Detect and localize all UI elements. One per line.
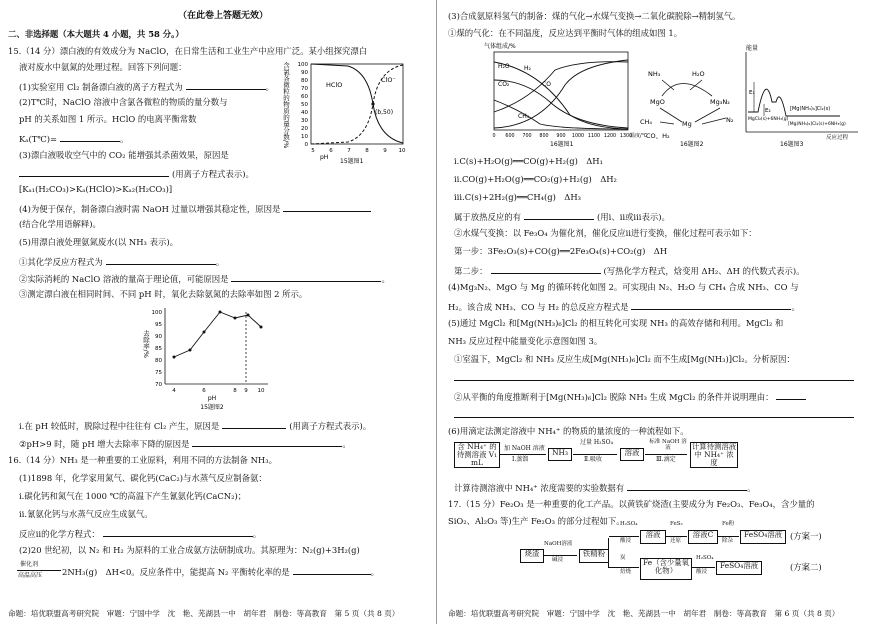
- label-hclo: HClO: [326, 81, 343, 89]
- flow2-arrow3: [665, 536, 687, 537]
- flow2-iron-concentrate-box: 铁精粉: [579, 549, 609, 563]
- svg-text:100: 100: [297, 62, 308, 68]
- condition-top: 催化剂: [20, 561, 39, 568]
- q16-part6: (6)用滴定法测定溶液中 NH₄⁺ 的物质的量浓度的一种流程如下。: [448, 426, 689, 436]
- flow2-fe-box: Fe（含少量氧化物）: [640, 558, 692, 580]
- fig1-caption: 15题图1: [340, 158, 364, 165]
- svg-text:1300: 1300: [619, 134, 633, 139]
- flow1-solution-box: 溶液: [620, 448, 644, 461]
- answer-blank[interactable]: [627, 482, 747, 491]
- answer-blank[interactable]: [776, 391, 806, 400]
- flow1-sample-box: 含 NH₄⁺ 的待测溶液 V₁ mL: [454, 442, 500, 468]
- flow2-slag-box: 烧渣: [520, 549, 544, 563]
- q15-part2c: Kₐ(T℃)= 。: [19, 134, 129, 144]
- flow2-feso4-box-2: FeSO₄溶液: [716, 561, 762, 575]
- reaction-ii: ⅱ.CO(g)+H₂O(g)══CO₂(g)+H₂(g) ΔH₂: [454, 174, 617, 184]
- page-6: [440, 0, 870, 624]
- svg-text:CO: CO: [542, 81, 551, 88]
- q15-title: 15.（14 分）漂白液的有效成分为 NaClO，在日常生活和工业生产中应用广泛。某小组探究漂白: [8, 46, 368, 56]
- level-3: [Mg(NH₃)₆]Cl₂(s)+6NH₃(g): [788, 122, 846, 127]
- flow1-arrow3: [645, 454, 687, 455]
- svg-text:CO、H₂: CO、H₂: [646, 132, 670, 140]
- svg-text:50: 50: [301, 102, 308, 108]
- svg-text:600: 600: [505, 134, 515, 139]
- flow2-arrow5: [609, 567, 639, 568]
- svg-text:1100: 1100: [587, 134, 601, 139]
- fig2-caption: 15题图2: [200, 404, 224, 411]
- flow2-arrow2-top: H₂SO₄: [620, 521, 638, 527]
- svg-text:Mg₃N₂: Mg₃N₂: [710, 98, 730, 106]
- svg-text:20: 20: [301, 126, 308, 132]
- svg-text:8: 8: [365, 148, 369, 154]
- svg-text:CO₂: CO₂: [498, 81, 510, 88]
- answer-blank[interactable]: [60, 133, 120, 142]
- plan-2-label: (方案二): [790, 562, 822, 572]
- flow2-feso4-box-1: FeSO₄溶液: [740, 530, 786, 544]
- q17-title: 17.（15 分）Fe₂O₃ 是一种重要的化工产品。以黄铁矿烧渣(主要成分为 Fe₂O₃、Fe₃O₄，含少量的: [448, 499, 815, 509]
- svg-text:4: 4: [172, 388, 176, 394]
- svg-text:H₂O: H₂O: [498, 63, 510, 70]
- fig16-1-labels: [498, 63, 551, 120]
- svg-text:9: 9: [383, 148, 387, 154]
- q15-part3b: (用离子方程式表示)。: [19, 168, 254, 178]
- svg-text:CH₄: CH₄: [640, 118, 653, 126]
- flow1-nh3-box: NH₃: [548, 448, 572, 461]
- svg-text:10: 10: [257, 388, 265, 394]
- curve-co: [494, 60, 628, 128]
- equilibrium-arrow: [17, 570, 61, 571]
- flow2-arrow2: [609, 536, 639, 537]
- fig2-xlabel: pH: [207, 395, 217, 402]
- q15-part2a: (2)T℃时，NaClO 溶液中含氯各微粒的物质的量分数与: [19, 97, 228, 107]
- fig16-1-ylabel: 气体组成/%: [484, 43, 516, 50]
- fig16-3-caption: 16题图3: [780, 141, 804, 148]
- svg-text:80: 80: [301, 78, 308, 84]
- flow2-arrow4-bottom: 除杂: [722, 538, 734, 544]
- condition-bottom: 高温高压: [18, 572, 43, 579]
- flow2-arrow6: [691, 567, 715, 568]
- removal-curve: [174, 312, 261, 357]
- q16-part3: (3)合成氨原料氢气的制备：煤的气化→水煤气变换→二氧化碳脱除→精制氢气。: [448, 11, 741, 21]
- figure-15-2: [140, 302, 275, 412]
- svg-text:H₂: H₂: [524, 65, 531, 72]
- svg-text:0: 0: [304, 142, 308, 148]
- svg-text:900: 900: [556, 134, 566, 139]
- answer-line[interactable]: [454, 372, 854, 381]
- exothermic-question: 属于放热反应的有 (用ⅰ、ⅱ或ⅲ表示)。: [454, 212, 670, 222]
- flow2-arrow4-top: Fe粉: [722, 521, 735, 527]
- svg-text:95: 95: [155, 322, 162, 328]
- section-heading: 二、非选择题（本大题共 4 小题，共 58 分。）: [8, 29, 184, 39]
- fig2-yticks: [152, 310, 163, 388]
- svg-text:1000: 1000: [571, 134, 585, 139]
- svg-text:9: 9: [244, 388, 248, 394]
- answer-blank[interactable]: [192, 438, 342, 447]
- q16-step-i: ⅰ.碳化钙和氮气在 1000 ℃的高温下产生氰氨化钙(CaCN₂)；: [19, 491, 247, 501]
- flow2-arrow6-bottom: 酸浸: [696, 569, 708, 575]
- step-2: 第二步： (写热化学方程式，焓变用 ΔH₂、ΔH 的代数式表示)。: [454, 266, 805, 276]
- q15-part5: (5)用漂白液处理氨氮废水(以 NH₃ 表示)。: [19, 237, 178, 247]
- fig16-3-xlabel: 反应过程: [826, 135, 849, 141]
- flow1-arrow3-bottom: Ⅲ.滴定: [656, 456, 676, 463]
- reaction-iii: ⅲ.C(s)+2H₂(g)══CH₄(g) ΔH₃: [454, 192, 581, 202]
- svg-text:6: 6: [202, 388, 206, 394]
- q16-rxn: 反应ⅱ的化学方程式： 。: [19, 529, 262, 539]
- svg-text:70: 70: [155, 382, 162, 388]
- q15-part5-3: ③测定漂白液在相同时间、不同 pH 时，氧化去除氨氮的去除率如图 2 所示。: [19, 289, 308, 299]
- page-divider: [436, 0, 437, 624]
- flow2-arrow3-top: FeS₂: [670, 521, 683, 527]
- q16-part4b: H₂。该合成 NH₃、CO 与 H₂ 的总反应方程式是 。: [448, 302, 800, 312]
- svg-text:10: 10: [301, 134, 308, 140]
- svg-text:80: 80: [155, 358, 162, 364]
- q16-part5b: NH₃ 反应过程中能量变化示意图如图 3。: [448, 336, 603, 346]
- fig1-xlabel: pH: [320, 154, 329, 161]
- q15-part5-2: ②实际消耗的 NaClO 溶液的量高于理论值，可能原因是 。: [19, 274, 390, 284]
- fig2-ylabel: 去除率/%: [142, 330, 150, 358]
- answer-blank[interactable]: [186, 81, 266, 90]
- q16-part2: (2)20 世纪初，以 N₂ 和 H₂ 为原料的工业合成氨方法研制成功。其原理为：N₂(g)+3H₂(g): [19, 545, 360, 555]
- flow2-arrow5-top: 炭: [620, 555, 626, 561]
- svg-text:800: 800: [539, 134, 549, 139]
- svg-text:5: 5: [311, 148, 315, 154]
- flow1-arrow3-top: 标准 NaOH 溶液: [649, 439, 687, 451]
- curve-co2: [494, 80, 628, 128]
- flow2-solution-c-box: 溶液C: [688, 530, 718, 544]
- fig1-yticks: [298, 62, 309, 148]
- flow2-arrow6-top: H₂SO₄: [696, 555, 714, 561]
- svg-text:60: 60: [301, 94, 308, 100]
- fig16-1-xlabel: 温度/℃: [630, 133, 648, 139]
- flow2-branch-line: [608, 538, 615, 568]
- svg-text:100: 100: [151, 310, 162, 316]
- curve-h2o: [494, 62, 628, 129]
- q17-line2: SiO₂、Al₂O₃ 等)生产 Fe₂O₃ 的部分过程如下。: [448, 516, 625, 526]
- q15-part1: (1)实验室用 Cl₂ 制备漂白液的离子方程式为 。: [19, 82, 275, 92]
- figure-15-1: [278, 52, 418, 164]
- figure-16-1: [480, 40, 648, 148]
- plan-1-label: (方案一): [790, 531, 822, 541]
- fig16-3-ylabel: 能量: [746, 45, 759, 52]
- fig16-1-caption: 16题图1: [550, 141, 574, 148]
- answer-blank[interactable]: [222, 420, 286, 429]
- svg-text:10: 10: [398, 148, 406, 154]
- label-e2: E₂: [765, 108, 771, 114]
- footer-left: 命题：培优联盟高考研究院 审题：宁国中学 沈 艳、芜湖县一中 胡年君 制卷：等高教育 第 5 页（共 8 页）: [8, 609, 400, 619]
- label-e1: E₁: [749, 90, 755, 96]
- figure-16-3: [740, 42, 866, 148]
- flow1-result-box: 计算待测溶液中 NH₄⁺ 浓度: [691, 442, 737, 468]
- fig16-2-caption: 16题图2: [680, 141, 704, 148]
- answer-blank[interactable]: [293, 566, 371, 575]
- svg-text:40: 40: [301, 110, 308, 116]
- q15-part5-4: i.在 pH 较低时，脱除过程中往往有 Cl₂ 产生，原因是 (用离子方程式表示)。: [19, 421, 372, 431]
- svg-text:85: 85: [155, 346, 162, 352]
- label-point: (b,50): [375, 109, 394, 116]
- svg-text:0: 0: [492, 134, 496, 139]
- svg-text:8: 8: [233, 388, 237, 394]
- svg-text:N₂: N₂: [726, 116, 734, 124]
- svg-text:1200: 1200: [603, 134, 617, 139]
- answer-blank[interactable]: [106, 256, 216, 265]
- svg-text:6: 6: [329, 148, 333, 154]
- q16-part3-2: ②水煤气变换：以 Fe₃O₄ 为催化剂，催化反应ⅱ进行变换，催化过程可表示如下：: [454, 228, 757, 238]
- svg-text:90: 90: [301, 70, 308, 76]
- flow2-arrow1-top: NaOH溶液: [544, 541, 573, 547]
- q16-part5-2: ②从平衡的角度推断利于[Mg(NH₃)₆]Cl₂ 脱除 NH₃ 生成 MgCl₂ 的条件并说明理由：: [454, 391, 806, 401]
- cycle-nodes: [640, 70, 734, 140]
- q15-part3a: (3)漂白液吸收空气中的 CO₂ 能增强其杀菌效果，原因是: [19, 150, 229, 160]
- q16-part5a: (5)通过 MgCl₂ 和[Mg(NH₃)₆]Cl₂ 的相互转化可实现 NH₃ 的高效存储和利用。MgCl₂ 和: [448, 318, 784, 328]
- svg-text:700: 700: [522, 134, 532, 139]
- flow1-arrow2-bottom: Ⅱ.吸收: [584, 456, 602, 463]
- flow2-arrow1: [543, 555, 577, 556]
- svg-text:MgO: MgO: [650, 98, 665, 106]
- flow2-solution-box: 溶液: [640, 530, 666, 544]
- q16-title: 16.（14 分）NH₃ 是一种重要的工业原料，利用不同的方法制备 NH₃。: [8, 455, 277, 465]
- intersection-point: [371, 102, 374, 105]
- answer-blank[interactable]: [631, 301, 791, 310]
- reaction-i: ⅰ.C(s)+H₂O(g)══CO(g)+H₂(g) ΔH₁: [454, 156, 603, 166]
- q16-part5-1: ①室温下，MgCl₂ 和 NH₃ 反应生成[Mg(NH₃)₆]Cl₂ 而不生成[Mg(NH₃)]Cl₂。分析原因：: [454, 354, 795, 364]
- q16-part4a: (4)Mg₃N₂、MgO 与 Mg 的循环转化如图 2。可实现由 N₂、H₂O 与 CH₄ 合成 NH₃、CO 与: [448, 282, 799, 292]
- svg-text:7: 7: [347, 148, 351, 154]
- flow1-arrow1-top: 加 NaOH 溶液: [504, 445, 545, 452]
- fig1-ylabel: 含氯各微粒的物质的量分数/%: [282, 62, 290, 149]
- fig2-xticks: [172, 388, 265, 394]
- q16-part2b: 2NH₃(g) ΔH<0。反应条件中，能提高 N₂ 平衡转化率的是 。: [62, 567, 380, 577]
- svg-text:NH₃: NH₃: [648, 70, 661, 78]
- q15-part3c: [Kₐ₁(H₂CO₃)>Kₐ(HClO)>Kₐ₂(H₂CO₃)]: [19, 184, 173, 194]
- flow1-arrow2-top: 过量 H₂SO₄: [580, 439, 613, 446]
- figure-16-2: [640, 66, 750, 150]
- q16-part3-1: ①煤的气化：在不同温度，反应达到平衡时气体的组成如图 1。: [448, 28, 683, 38]
- answer-blank[interactable]: [103, 528, 253, 537]
- label-clo: ClO⁻: [381, 76, 396, 84]
- svg-text:H₂O: H₂O: [692, 70, 705, 78]
- fig16-1-xticks: [492, 133, 632, 139]
- svg-text:75: 75: [155, 370, 162, 376]
- banner: （在此卷上答题无效）: [178, 11, 269, 21]
- q15-part4a: (4)为便于保存，制备漂白液时需 NaOH 过量以增强其稳定性，原因是: [19, 203, 371, 213]
- svg-text:90: 90: [155, 334, 162, 340]
- flow1-arrow1-bottom: Ⅰ.蒸馏: [512, 456, 529, 463]
- curve-h2: [494, 62, 628, 112]
- answer-blank[interactable]: [231, 273, 381, 282]
- flow1-arrow2: [573, 454, 617, 455]
- answer-blank[interactable]: [491, 265, 601, 274]
- q15-part5-5: ②pH>9 时，随 pH 增大去除率下降的原因是 。: [19, 439, 351, 449]
- level-2: MgCl₂(s)+6NH₃(g): [748, 117, 789, 122]
- q16-step-ii: ⅱ.氰氨化钙与水蒸气反应生成氨气。: [19, 509, 153, 519]
- q15-part5-1: ①其化学反应方程式为 。: [19, 257, 225, 267]
- svg-text:CH₄: CH₄: [518, 113, 530, 120]
- footer-right: 命题：培优联盟高考研究院 审题：宁国中学 沈 艳、芜湖县一中 胡年君 制卷：等高教育 第 6 页（共 8 页）: [448, 609, 840, 619]
- answer-blank[interactable]: [524, 211, 594, 220]
- flow2-arrow4: [717, 536, 739, 537]
- svg-text:30: 30: [301, 118, 308, 124]
- flow2-arrow5-bottom: 焙烧: [620, 569, 632, 575]
- flow2-arrow2-bottom: 酸浸: [620, 538, 632, 544]
- answer-blank[interactable]: [19, 168, 169, 177]
- q16-part6b: 计算待测溶液中 NH₄⁺ 浓度需要的实验数据有 。: [454, 483, 756, 493]
- flow1-arrow1: [500, 454, 546, 455]
- q15-part4b: (结合化学用语解释)。: [19, 219, 101, 229]
- q15-line2: 液对废水中氨氮的处理过程。回答下列问题：: [19, 62, 187, 72]
- level-1: [Mg(NH₃)₆]Cl₂(s): [790, 106, 831, 112]
- flow2-arrow3-bottom: 还原: [670, 538, 682, 544]
- q15-part2b: pH 的关系如图 1 所示。HClO 的电离平衡常数: [19, 114, 197, 124]
- flow2-arrow1-bottom: 碱浸: [552, 557, 564, 563]
- step-1: 第一步：3Fe₂O₃(s)+CO(g)══2Fe₃O₄(s)+CO₂(g) ΔH: [454, 246, 668, 256]
- svg-text:Mg: Mg: [682, 120, 692, 128]
- svg-text:70: 70: [301, 86, 308, 92]
- answer-line[interactable]: [454, 409, 854, 418]
- q16-part1: (1)1898 年，化学家用氮气、碳化钙(CaC₂)与水蒸气反应制备氨：: [19, 473, 267, 483]
- answer-blank[interactable]: [283, 203, 371, 212]
